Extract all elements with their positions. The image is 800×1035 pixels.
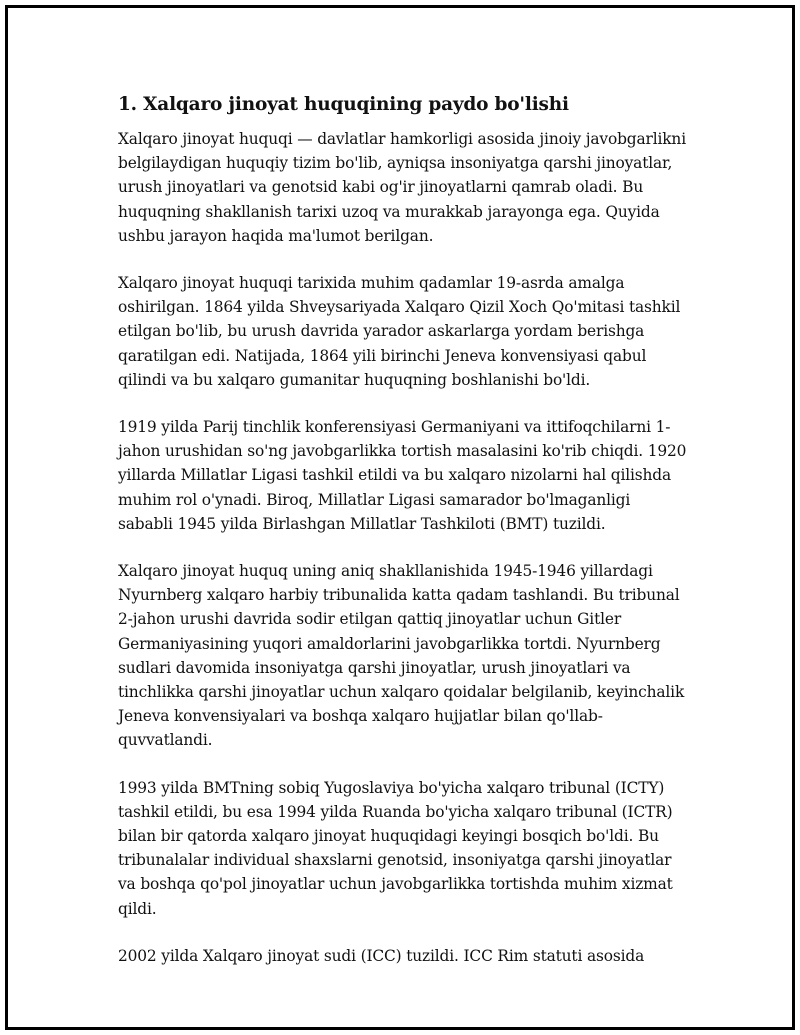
paragraph-icc: 2002 yilda Xalqaro jinoyat sudi (ICC) tuzildi. ICC Rim statuti asosida bbox=[118, 946, 645, 965]
paragraph-introduction: Xalqaro jinoyat huquqi — davlatlar hamkorligi asosida jinoiy javobgarlikni belgilaydigan huquqiy tizim bo'lib, ayniqsa insoniyatga qarshi jinoyatlar, urush jinoyatlari va genotsid kabi og'ir jinoyatlarni qamrab oladi. Bu huquqning shakllanish tarixi uzoq va murakkab jarayonga ega. Quyida ushbu jarayon haqida ma'lumot berilgan. bbox=[118, 130, 686, 245]
section-heading: 1. Xalqaro jinoyat huquqining paydo bo'lishi bbox=[118, 94, 569, 115]
paragraph-19th-century: Xalqaro jinoyat huquqi tarixida muhim qadamlar 19-asrda amalga oshirilgan. 1864 yilda Shveysariyada Xalqaro Qizil Xoch Qo'mitasi tashkil etilgan bo'lib, bu urush davrida yarador askarlarga yordam berishga qaratilgan edi. Natijada, 1864 yili birinchi Jeneva konvensiyasi qabul qilindi va bu xalqaro gumanitar huquqning boshlanishi bo'ldi. bbox=[118, 274, 681, 389]
paragraph-nuremberg: Xalqaro jinoyat huquq uning aniq shakllanishida 1945-1946 yillardagi Nyurnberg xalqaro harbiy tribunalida katta qadam tashlandi. Bu tribunal 2-jahon urushi davrida sodir etilgan qattiq jinoyatlar uchun Gitler Germaniyasining yuqori amaldorlarini javobgarlikka tortdi. Nyurnberg sudlari davomida insoniyatga qarshi jinoyatlar, urush jinoyatlari va tinchlikka qarshi jinoyatlar uchun xalqaro qoidalar belgilanib, keyinchalik Jeneva konvensiyalari va boshqa xalqaro hujjatlar bilan qo'llab-quvvatlandi. bbox=[118, 562, 685, 750]
paragraph-icty-ictr: 1993 yilda BMTning sobiq Yugoslaviya bo'yicha xalqaro tribunal (ICTY) tashkil etildi, bu esa 1994 yilda Ruanda bo'yicha xalqaro tribunal (ICTR) bilan bir qatorda xalqaro jinoyat huquqidagi keyingi bosqich bo'ldi. Bu tribunalalar individual shaxslarni genotsid, insoniyatga qarshi jinoyatlar va boshqa qo'pol jinoyatlar uchun javobgarlikka tortishda muhim xizmat qildi. bbox=[118, 778, 673, 918]
document-body bbox=[118, 92, 688, 991]
paragraph-paris-conference: 1919 yilda Parij tinchlik konferensiyasi Germaniyani va ittifoqchilarni 1-jahon urushidan so'ng javobgarlikka tortish masalasini ko'rib chiqdi. 1920 yillarda Millatlar Ligasi tashkil etildi va bu xalqaro nizolarni hal qilishda muhim rol o'ynadi. Biroq, Millatlar Ligasi samarador bo'lmaganligi sababli 1945 yilda Birlashgan Millatlar Tashkiloti (BMT) tuzildi. bbox=[118, 418, 687, 533]
